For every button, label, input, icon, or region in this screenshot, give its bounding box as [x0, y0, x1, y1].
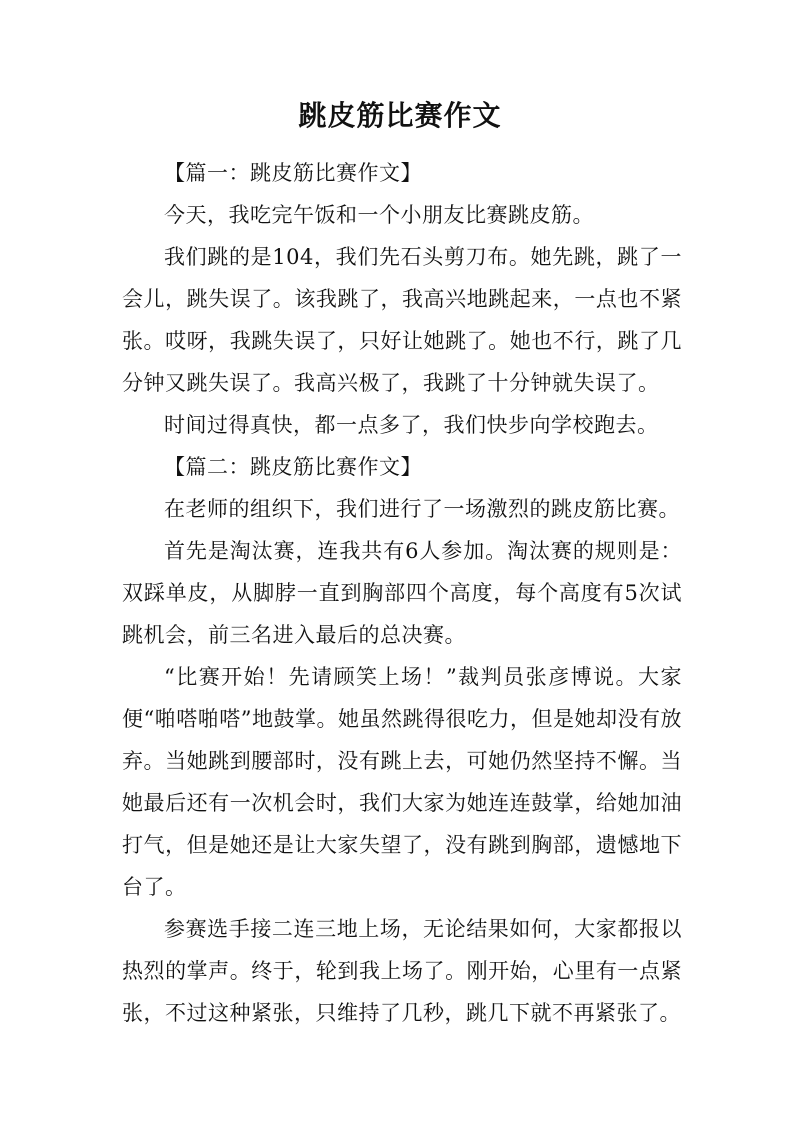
section-heading-2: 【篇二：跳皮筋比赛作文】 [164, 455, 422, 479]
paragraph: 时间过得真快，都一点多了，我们快步向学校跑去。 [164, 413, 659, 437]
paragraph: 参赛选手接二连三地上场，无论结果如何，大家都报以热烈的掌声。终于，轮到我上场了。刚开始，心里有一点紧张，不过这种紧张，只维持了几秒，跳几下就不再紧张了。 [122, 917, 682, 1025]
document-body [122, 152, 682, 1034]
paragraph: 首先是淘汰赛，连我共有6人参加。淘汰赛的规则是：双踩单皮，从脚脖一直到胸部四个高度，每个高度有5次试跳机会，前三名进入最后的总决赛。 [122, 539, 682, 647]
paragraph: “比赛开始！先请顾笑上场！”裁判员张彦博说。大家便“啪嗒啪嗒”地鼓掌。她虽然跳得很吃力，但是她却没有放弃。当她跳到腰部时，没有跳上去，可她仍然坚持不懈。当她最后还有一次机会时，我们大家为她连连鼓掌，给她加油打气，但是她还是让大家失望了，没有跳到胸部，遗憾地下台了。 [122, 665, 682, 899]
document-title: 跳皮筋比赛作文 [298, 99, 502, 132]
paragraph: 今天，我吃完午饭和一个小朋友比赛跳皮筋。 [164, 203, 594, 227]
paragraph: 在老师的组织下，我们进行了一场激烈的跳皮筋比赛。 [164, 497, 680, 521]
paragraph: 我们跳的是104，我们先石头剪刀布。她先跳，跳了一会儿，跳失误了。该我跳了，我高兴地跳起来，一点也不紧张。哎呀，我跳失误了，只好让她跳了。她也不行，跳了几分钟又跳失误了。我高兴极了，我跳了十分钟就失误了。 [122, 245, 682, 395]
section-heading-1: 【篇一：跳皮筋比赛作文】 [164, 161, 422, 185]
